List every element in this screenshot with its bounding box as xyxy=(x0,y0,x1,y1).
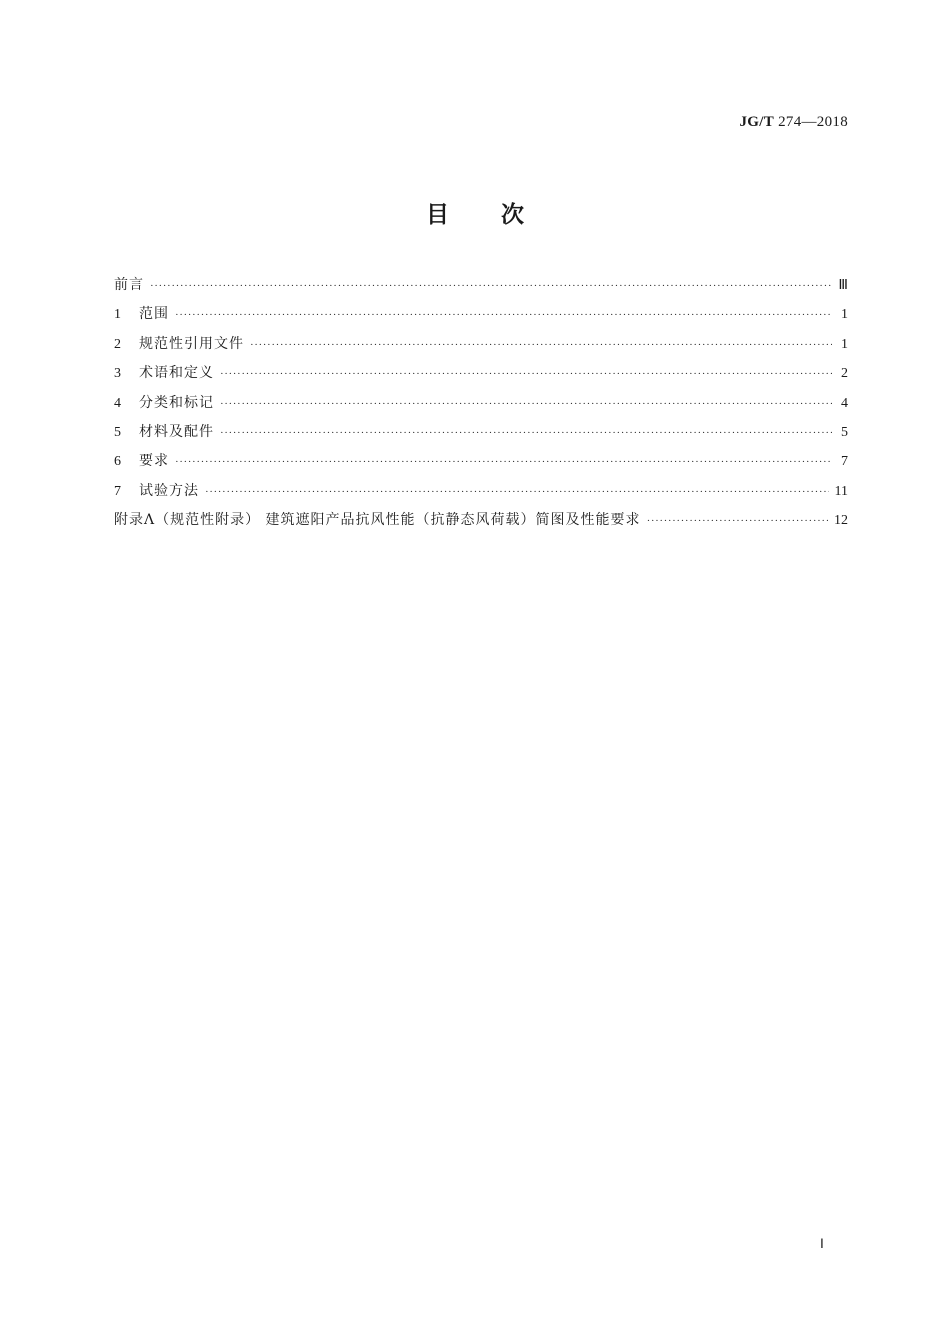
toc-entry-requirements[interactable] xyxy=(114,450,848,479)
dot-leader xyxy=(205,486,829,498)
toc-entry-number: 7 xyxy=(114,483,121,499)
toc-entry-materials[interactable] xyxy=(114,421,848,450)
standard-prefix: JG/T xyxy=(739,114,775,130)
dot-leader xyxy=(220,368,832,380)
toc-entry-page: 7 xyxy=(841,454,848,470)
toc-entry-label: 分类和标记 xyxy=(139,394,214,411)
dot-leader xyxy=(647,515,828,527)
toc-entry-test-methods[interactable] xyxy=(114,480,848,509)
toc-entry-label: 附录Λ（规范性附录） 建筑遮阳产品抗风性能（抗静态风荷载）简图及性能要求 xyxy=(114,512,641,529)
toc-entry-number: 1 xyxy=(114,307,121,323)
toc-entry-normative-references[interactable] xyxy=(114,333,848,362)
toc-entry-annex-a[interactable] xyxy=(114,509,848,538)
toc-entry-label: 材料及配件 xyxy=(139,423,214,440)
dot-leader xyxy=(175,309,832,321)
dot-leader xyxy=(220,398,832,410)
standard-code xyxy=(739,114,848,131)
toc-entry-number: 4 xyxy=(114,395,121,411)
toc-entry-classification[interactable] xyxy=(114,392,848,421)
toc-entry-page: 11 xyxy=(834,483,848,499)
toc-entry-label: 规范性引用文件 xyxy=(139,335,244,352)
toc-entry-label: 术语和定义 xyxy=(139,365,214,382)
toc-entry-number: 5 xyxy=(114,424,121,440)
standard-number: 274—2018 xyxy=(778,114,848,130)
dot-leader xyxy=(220,427,832,439)
toc-entry-label: 要求 xyxy=(139,453,169,470)
toc-entry-page: 1 xyxy=(841,336,848,352)
toc-entry-number: 2 xyxy=(114,336,121,352)
toc-entry-number: 3 xyxy=(114,366,121,382)
toc-entry-label: 前言 xyxy=(114,277,144,293)
toc-entry-terms[interactable] xyxy=(114,362,848,391)
toc-entry-label: 试验方法 xyxy=(139,482,199,499)
dot-leader xyxy=(175,456,832,468)
dot-leader xyxy=(250,339,832,351)
toc-entry-page: 4 xyxy=(841,395,848,411)
toc-entry-page: 12 xyxy=(834,513,848,529)
toc-entry-scope[interactable] xyxy=(114,303,848,332)
toc-entry-number: 6 xyxy=(114,454,121,470)
toc-entry-page: Ⅲ xyxy=(838,278,848,293)
toc-entry-page: 5 xyxy=(841,424,848,440)
table-of-contents xyxy=(114,274,848,539)
toc-entry-page: 1 xyxy=(841,307,848,323)
toc-entry-foreword[interactable] xyxy=(114,274,848,303)
dot-leader xyxy=(150,280,832,292)
page-title: 目次 xyxy=(426,202,576,228)
toc-entry-page: 2 xyxy=(841,366,848,382)
toc-entry-label: 范围 xyxy=(139,306,169,323)
footer-page-number: Ⅰ xyxy=(820,1236,824,1251)
